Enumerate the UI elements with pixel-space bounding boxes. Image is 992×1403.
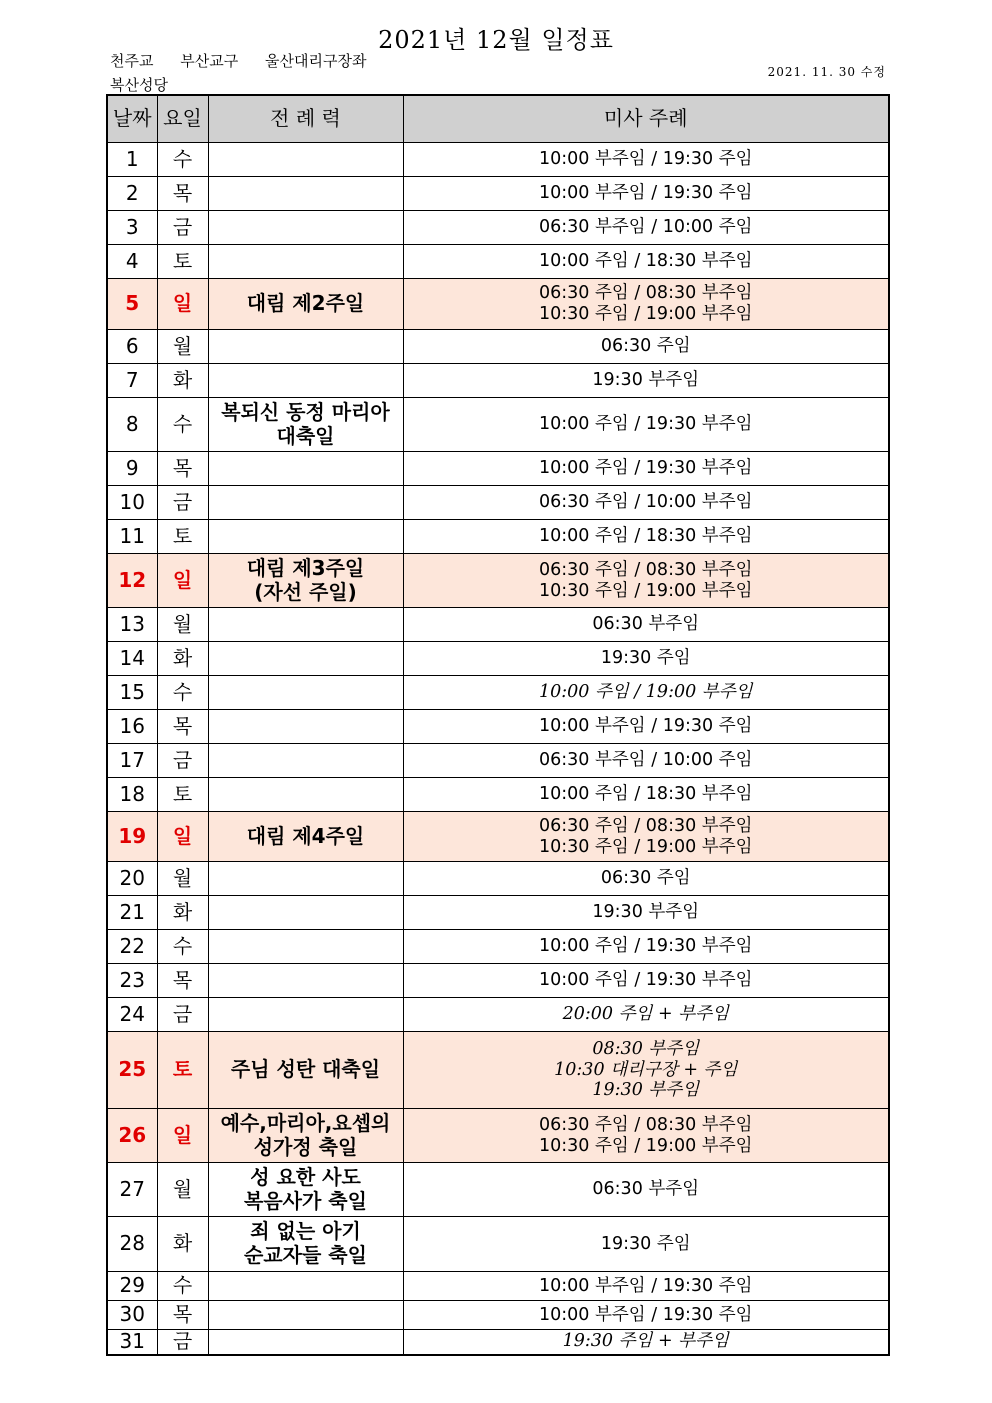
- date-cell: 18: [107, 778, 157, 812]
- date-cell: 13: [107, 608, 157, 642]
- liturgy-line: (자선 주일): [254, 579, 357, 604]
- mass-line: 10:00 주임 / 19:00 부주임: [538, 682, 753, 703]
- mass-line: 10:00 부주임 / 19:30 주임: [538, 183, 753, 204]
- mass-cell: [403, 676, 889, 710]
- page-title: 2021년 12월 일정표: [378, 26, 614, 54]
- liturgy-cell: [208, 398, 403, 452]
- date-cell: 6: [107, 330, 157, 364]
- date-cell: 16: [107, 710, 157, 744]
- weekday-cell: 수: [157, 1272, 208, 1301]
- mass-line: 20:00 주임 + 부주임: [562, 1004, 729, 1025]
- mass-line: 10:00 주임 / 18:30 부주임: [538, 251, 753, 272]
- mass-cell: [403, 554, 889, 608]
- mass-cell: [403, 1032, 889, 1109]
- mass-cell: [403, 279, 889, 330]
- date-cell: 30: [107, 1301, 157, 1330]
- mass-cell: [403, 896, 889, 930]
- mass-line: 19:30 주임 + 부주임: [562, 1331, 729, 1352]
- date-cell: 22: [107, 930, 157, 964]
- mass-cell: [403, 452, 889, 486]
- weekday-cell: 월: [157, 608, 208, 642]
- liturgy-cell: [208, 812, 403, 862]
- date-cell: 17: [107, 744, 157, 778]
- liturgy-cell: [208, 520, 403, 554]
- table-row: [107, 1217, 889, 1272]
- liturgy-line: 예수,마리아,요셉의: [220, 1110, 391, 1135]
- table-row: [107, 676, 889, 710]
- weekday-cell: 토: [157, 520, 208, 554]
- weekday-cell: 금: [157, 486, 208, 520]
- table-row: [107, 520, 889, 554]
- liturgy-cell: [208, 1032, 403, 1109]
- liturgy-cell: [208, 177, 403, 211]
- weekday-cell: 월: [157, 1163, 208, 1217]
- mass-cell: [403, 778, 889, 812]
- organization-line: [110, 50, 388, 71]
- mass-cell: [403, 744, 889, 778]
- table-row: [107, 642, 889, 676]
- mass-line: 10:00 부주임 / 19:30 주임: [538, 1275, 753, 1296]
- mass-line: 10:00 주임 / 18:30 부주임: [538, 784, 753, 805]
- mass-cell: [403, 998, 889, 1032]
- date-cell: 31: [107, 1330, 157, 1355]
- mass-line: 06:30 주임 / 10:00 부주임: [538, 492, 753, 513]
- mass-line: 06:30 주임: [600, 868, 691, 889]
- liturgy-cell: [208, 143, 403, 177]
- date-cell: 25: [107, 1032, 157, 1109]
- date-cell: 1: [107, 143, 157, 177]
- mass-cell: [403, 177, 889, 211]
- table-row: [107, 364, 889, 398]
- mass-line: 10:30 주임 / 19:00 부주임: [538, 304, 753, 324]
- mass-line: 19:30 부주임: [592, 1080, 700, 1101]
- date-cell: 27: [107, 1163, 157, 1217]
- column-header-liturgy: 전 례 력: [208, 95, 403, 143]
- mass-cell: [403, 1109, 889, 1163]
- weekday-cell: 수: [157, 676, 208, 710]
- table-row: [107, 1301, 889, 1330]
- mass-line: 06:30 주임 / 08:30 부주임: [538, 283, 753, 304]
- mass-line: 10:30 주임 / 19:00 부주임: [538, 1135, 753, 1156]
- mass-cell: [403, 398, 889, 452]
- mass-line: 10:00 주임 / 19:30 부주임: [538, 458, 753, 479]
- mass-line: 10:00 부주임 / 19:30 주임: [538, 716, 753, 737]
- table-row: [107, 1272, 889, 1301]
- table-row: [107, 398, 889, 452]
- weekday-cell: 목: [157, 964, 208, 998]
- table-row: [107, 862, 889, 896]
- org-church: 천주교: [110, 52, 154, 70]
- liturgy-line: 대축일: [276, 423, 335, 448]
- liturgy-cell: [208, 744, 403, 778]
- weekday-cell: 토: [157, 245, 208, 279]
- weekday-cell: 월: [157, 862, 208, 896]
- mass-line: 06:30 주임 / 08:30 부주임: [538, 815, 753, 836]
- table-row: [107, 330, 889, 364]
- mass-line: 10:00 주임 / 19:30 부주임: [538, 970, 753, 991]
- weekday-cell: 화: [157, 896, 208, 930]
- table-row: [107, 1330, 889, 1355]
- weekday-cell: 일: [157, 812, 208, 862]
- date-cell: 11: [107, 520, 157, 554]
- liturgy-line: 대림 제4주일: [246, 823, 365, 848]
- table-row: [107, 998, 889, 1032]
- mass-cell: [403, 486, 889, 520]
- table-row: [107, 1163, 889, 1217]
- liturgy-cell: [208, 279, 403, 330]
- table-row: [107, 710, 889, 744]
- mass-line: 06:30 부주임: [592, 1179, 700, 1200]
- mass-cell: [403, 642, 889, 676]
- date-cell: 26: [107, 1109, 157, 1163]
- weekday-cell: 토: [157, 1032, 208, 1109]
- liturgy-line: 순교자들 축일: [244, 1243, 367, 1267]
- liturgy-line: 복되신 동정 마리아: [221, 399, 390, 424]
- weekday-cell: 수: [157, 398, 208, 452]
- table-row: [107, 486, 889, 520]
- mass-cell: [403, 364, 889, 398]
- weekday-cell: 목: [157, 177, 208, 211]
- mass-line: 06:30 주임 / 08:30 부주임: [538, 1114, 753, 1135]
- date-cell: 19: [107, 812, 157, 862]
- org-diocese: 부산교구: [180, 52, 239, 70]
- column-header-day: 요일: [157, 95, 208, 143]
- mass-line: 06:30 부주임 / 10:00 주임: [538, 217, 753, 238]
- table-row: [107, 1032, 889, 1109]
- weekday-cell: 목: [157, 710, 208, 744]
- liturgy-line: 성가정 축일: [253, 1134, 358, 1159]
- mass-cell: [403, 245, 889, 279]
- revision-date: 2021. 11. 30 수정: [767, 65, 886, 79]
- mass-line: 19:30 부주임: [592, 370, 700, 391]
- mass-cell: [403, 1272, 889, 1301]
- date-cell: 20: [107, 862, 157, 896]
- weekday-cell: 수: [157, 143, 208, 177]
- mass-cell: [403, 1330, 889, 1355]
- weekday-cell: 수: [157, 930, 208, 964]
- mass-line: 08:30 부주임: [592, 1039, 700, 1060]
- liturgy-cell: [208, 930, 403, 964]
- weekday-cell: 금: [157, 1330, 208, 1355]
- liturgy-cell: [208, 1330, 403, 1355]
- liturgy-line: 복음사가 축일: [244, 1188, 367, 1213]
- liturgy-cell: [208, 676, 403, 710]
- mass-cell: [403, 710, 889, 744]
- date-cell: 12: [107, 554, 157, 608]
- table-row: [107, 964, 889, 998]
- mass-cell: [403, 330, 889, 364]
- table-row: [107, 744, 889, 778]
- liturgy-cell: [208, 1217, 403, 1272]
- date-cell: 9: [107, 452, 157, 486]
- mass-cell: [403, 1217, 889, 1272]
- liturgy-cell: [208, 642, 403, 676]
- liturgy-cell: [208, 710, 403, 744]
- mass-cell: [403, 812, 889, 862]
- liturgy-cell: [208, 1163, 403, 1217]
- liturgy-cell: [208, 554, 403, 608]
- mass-line: 10:00 주임 / 19:30 부주임: [538, 414, 753, 435]
- liturgy-cell: [208, 1272, 403, 1301]
- liturgy-cell: [208, 245, 403, 279]
- mass-cell: [403, 608, 889, 642]
- liturgy-cell: [208, 1301, 403, 1330]
- table-row: [107, 608, 889, 642]
- mass-line: 06:30 부주임 / 10:00 주임: [538, 750, 753, 771]
- mass-cell: [403, 143, 889, 177]
- liturgy-cell: [208, 330, 403, 364]
- table-header-row: [107, 95, 889, 143]
- liturgy-cell: [208, 778, 403, 812]
- mass-line: 10:30 대리구장 + 주임: [554, 1059, 738, 1080]
- liturgy-line: 대림 제2주일: [246, 291, 365, 316]
- column-header-mass: 미사 주례: [403, 95, 889, 143]
- weekday-cell: 금: [157, 744, 208, 778]
- weekday-cell: 금: [157, 998, 208, 1032]
- schedule-body: [107, 143, 889, 1355]
- liturgy-cell: [208, 1109, 403, 1163]
- weekday-cell: 화: [157, 642, 208, 676]
- table-row: [107, 778, 889, 812]
- weekday-cell: 목: [157, 1301, 208, 1330]
- table-row: [107, 896, 889, 930]
- date-cell: 2: [107, 177, 157, 211]
- table-row: [107, 452, 889, 486]
- weekday-cell: 화: [157, 1217, 208, 1272]
- parish-name: 복산성당: [110, 76, 168, 94]
- mass-line: 10:00 주임 / 19:30 부주임: [538, 936, 753, 957]
- date-cell: 14: [107, 642, 157, 676]
- weekday-cell: 월: [157, 330, 208, 364]
- mass-line: 10:00 부주임 / 19:30 주임: [538, 149, 753, 170]
- table-row: [107, 177, 889, 211]
- liturgy-cell: [208, 998, 403, 1032]
- date-cell: 10: [107, 486, 157, 520]
- table-row: [107, 143, 889, 177]
- mass-line: 10:00 부주임 / 19:30 주임: [538, 1304, 753, 1325]
- liturgy-cell: [208, 452, 403, 486]
- schedule-table: [106, 94, 890, 1356]
- column-header-date: 날짜: [107, 95, 157, 143]
- table-row: [107, 812, 889, 862]
- mass-cell: [403, 930, 889, 964]
- table-row: [107, 930, 889, 964]
- date-cell: 5: [107, 279, 157, 330]
- liturgy-cell: [208, 486, 403, 520]
- mass-cell: [403, 211, 889, 245]
- liturgy-cell: [208, 211, 403, 245]
- mass-cell: [403, 520, 889, 554]
- weekday-cell: 토: [157, 778, 208, 812]
- weekday-cell: 일: [157, 279, 208, 330]
- weekday-cell: 화: [157, 364, 208, 398]
- date-cell: 8: [107, 398, 157, 452]
- org-vicariate: 울산대리구장좌: [265, 52, 367, 70]
- mass-line: 06:30 주임: [600, 336, 691, 357]
- weekday-cell: 목: [157, 452, 208, 486]
- weekday-cell: 일: [157, 554, 208, 608]
- mass-line: 06:30 부주임: [592, 614, 700, 635]
- weekday-cell: 금: [157, 211, 208, 245]
- table-row: [107, 245, 889, 279]
- mass-line: 19:30 주임: [600, 1233, 691, 1254]
- table-row: [107, 554, 889, 608]
- table-row: [107, 279, 889, 330]
- mass-line: 19:30 주임: [600, 648, 691, 669]
- date-cell: 29: [107, 1272, 157, 1301]
- table-row: [107, 211, 889, 245]
- weekday-cell: 일: [157, 1109, 208, 1163]
- date-cell: 28: [107, 1217, 157, 1272]
- mass-line: 10:30 주임 / 19:00 부주임: [538, 580, 753, 601]
- liturgy-line: 성 요한 사도: [250, 1164, 361, 1189]
- mass-cell: [403, 862, 889, 896]
- date-cell: 24: [107, 998, 157, 1032]
- date-cell: 15: [107, 676, 157, 710]
- date-cell: 7: [107, 364, 157, 398]
- date-cell: 4: [107, 245, 157, 279]
- date-cell: 3: [107, 211, 157, 245]
- liturgy-cell: [208, 896, 403, 930]
- mass-line: 06:30 주임 / 08:30 부주임: [538, 559, 753, 580]
- liturgy-cell: [208, 964, 403, 998]
- liturgy-cell: [208, 608, 403, 642]
- mass-line: 10:00 주임 / 18:30 부주임: [538, 526, 753, 547]
- table-row: [107, 1109, 889, 1163]
- date-cell: 21: [107, 896, 157, 930]
- liturgy-line: 대림 제3주일: [246, 555, 365, 580]
- mass-cell: [403, 964, 889, 998]
- mass-cell: [403, 1301, 889, 1330]
- mass-line: 19:30 부주임: [592, 902, 700, 923]
- mass-cell: [403, 1163, 889, 1217]
- liturgy-cell: [208, 862, 403, 896]
- date-cell: 23: [107, 964, 157, 998]
- liturgy-line: 죄 없는 아기: [250, 1219, 361, 1244]
- mass-line: 10:30 주임 / 19:00 부주임: [538, 836, 753, 857]
- liturgy-line: 주님 성탄 대축일: [230, 1057, 381, 1082]
- liturgy-cell: [208, 364, 403, 398]
